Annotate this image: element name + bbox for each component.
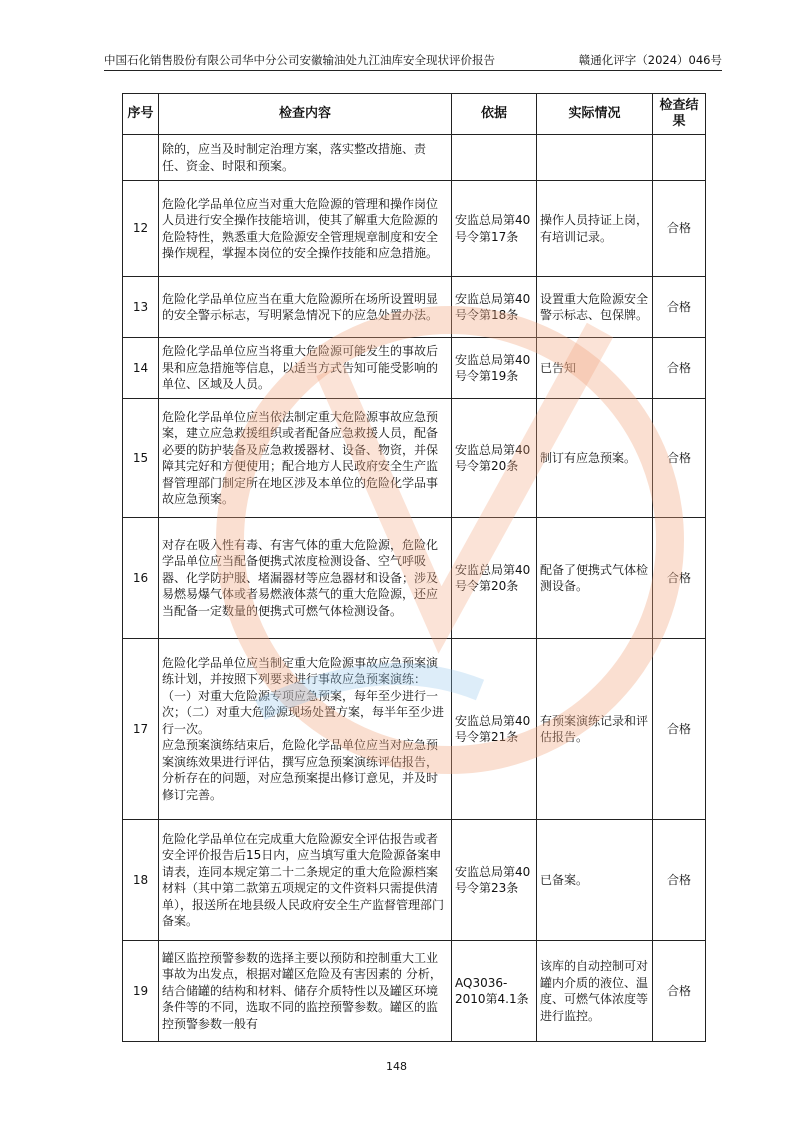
row-content: 罐区监控预警参数的选择主要以预防和控制重大工业事故为出发点，根据对罐区危险及有害因素的 分析，结合储罐的结构和材料、储存介质特性以及罐区环境条件等的不同，选取不同的监控预警参数。罐区的监控预警参数一般有	[159, 941, 452, 1042]
row-actual: 已备案。	[537, 820, 653, 941]
row-no: 16	[123, 518, 159, 639]
row-content: 危险化学品单位应当在重大危险源所在场所设置明显的安全警示标志，写明紧急情况下的应急处置办法。	[159, 277, 452, 338]
report-number: 赣通化评字（2024）046号	[578, 53, 722, 67]
row-content: 除的，应当及时制定治理方案，落实整改措施、责任、资金、时限和预案。	[159, 135, 452, 181]
row-basis: 安监总局第40号令第19条	[452, 338, 537, 399]
row-basis: 安监总局第40号令第23条	[452, 820, 537, 941]
row-actual	[537, 135, 653, 181]
table-row	[123, 181, 706, 277]
row-actual: 已告知	[537, 338, 653, 399]
row-no: 19	[123, 941, 159, 1042]
col-header-content: 检查内容	[159, 94, 452, 135]
row-no: 15	[123, 399, 159, 518]
table-row	[123, 820, 706, 941]
company-title: 中国石化销售股份有限公司华中分公司安徽输油处九江油库安全现状评价报告	[104, 53, 495, 67]
row-no: 17	[123, 639, 159, 820]
row-basis: 安监总局第40号令第20条	[452, 518, 537, 639]
col-header-no: 序号	[123, 94, 159, 135]
row-no	[123, 135, 159, 181]
row-actual: 该库的自动控制可对罐内介质的液位、温度、可燃气体浓度等进行监控。	[537, 941, 653, 1042]
row-content: 危险化学品单位应当依法制定重大危险源事故应急预案，建立应急救援组织或者配备应急救援人员，配备必要的防护装备及应急救援器材、设备、物资，并保障其完好和方便使用；配合地方人民政府安全生产监督管理部门制定所在地区涉及本单位的危险化学品事故应急预案。	[159, 399, 452, 518]
table-row	[123, 277, 706, 338]
table-row	[123, 518, 706, 639]
row-content: 危险化学品单位应当制定重大危险源事故应急预案演练计划，并按照下列要求进行事故应急预案演练：（一）对重大危险源专项应急预案，每年至少进行一次；（二）对重大危险源现场处置方案，每半年至少进行一次。 应急预案演练结束后，危险化学品单位应当对应急预案演练效果进行评估，撰写应急预案演练评估报告，分析存在的问题，对应急预案提出修订意见，并及时修订完善。	[159, 639, 452, 820]
row-no: 18	[123, 820, 159, 941]
row-basis: 安监总局第40号令第18条	[452, 277, 537, 338]
row-content: 对存在吸入性有毒、有害气体的重大危险源，危险化学品单位应当配备便携式浓度检测设备、空气呼吸器、化学防护服、堵漏器材等应急器材和设备；涉及易燃易爆气体或者易燃液体蒸气的重大危险源，还应当配备一定数量的便携式可燃气体检测设备。	[159, 518, 452, 639]
row-result	[653, 135, 706, 181]
table-row	[123, 338, 706, 399]
row-basis: 安监总局第40号令第21条	[452, 639, 537, 820]
page-number: 148	[386, 1060, 407, 1073]
row-result: 合格	[653, 820, 706, 941]
row-result: 合格	[653, 181, 706, 277]
row-actual: 制订有应急预案。	[537, 399, 653, 518]
row-no: 14	[123, 338, 159, 399]
table-row	[123, 135, 706, 181]
row-basis: AQ3036-2010第4.1条	[452, 941, 537, 1042]
row-result: 合格	[653, 399, 706, 518]
row-content: 危险化学品单位在完成重大危险源安全评估报告或者安全评价报告后15日内，应当填写重大危险源备案申请表，连同本规定第二十二条规定的重大危险源档案材料（其中第二款第五项规定的文件资料只需提供清单），报送所在地县级人民政府安全生产监督管理部门备案。	[159, 820, 452, 941]
row-content: 危险化学品单位应当对重大危险源的管理和操作岗位人员进行安全操作技能培训，使其了解重大危险源的危险特性，熟悉重大危险源安全管理规章制度和安全操作规程，掌握本岗位的安全操作技能和应急措施。	[159, 181, 452, 277]
col-header-result: 检查结果	[653, 94, 706, 135]
table-header-row	[123, 94, 706, 135]
row-basis: 安监总局第40号令第20条	[452, 399, 537, 518]
row-actual: 有预案演练记录和评估报告。	[537, 639, 653, 820]
table-row	[123, 941, 706, 1042]
row-no: 12	[123, 181, 159, 277]
table-row	[123, 399, 706, 518]
row-result: 合格	[653, 941, 706, 1042]
row-content: 危险化学品单位应当将重大危险源可能发生的事故后果和应急措施等信息，以适当方式告知可能受影响的单位、区域及人员。	[159, 338, 452, 399]
page-header	[104, 50, 722, 71]
row-basis	[452, 135, 537, 181]
row-no: 13	[123, 277, 159, 338]
col-header-actual: 实际情况	[537, 94, 653, 135]
row-result: 合格	[653, 639, 706, 820]
col-header-basis: 依据	[452, 94, 537, 135]
table-row	[123, 639, 706, 820]
row-actual: 设置重大危险源安全警示标志、包保牌。	[537, 277, 653, 338]
row-result: 合格	[653, 277, 706, 338]
row-result: 合格	[653, 518, 706, 639]
inspection-table	[122, 93, 706, 1042]
row-result: 合格	[653, 338, 706, 399]
row-actual: 配备了便携式气体检测设备。	[537, 518, 653, 639]
row-actual: 操作人员持证上岗，有培训记录。	[537, 181, 653, 277]
row-basis: 安监总局第40号令第17条	[452, 181, 537, 277]
